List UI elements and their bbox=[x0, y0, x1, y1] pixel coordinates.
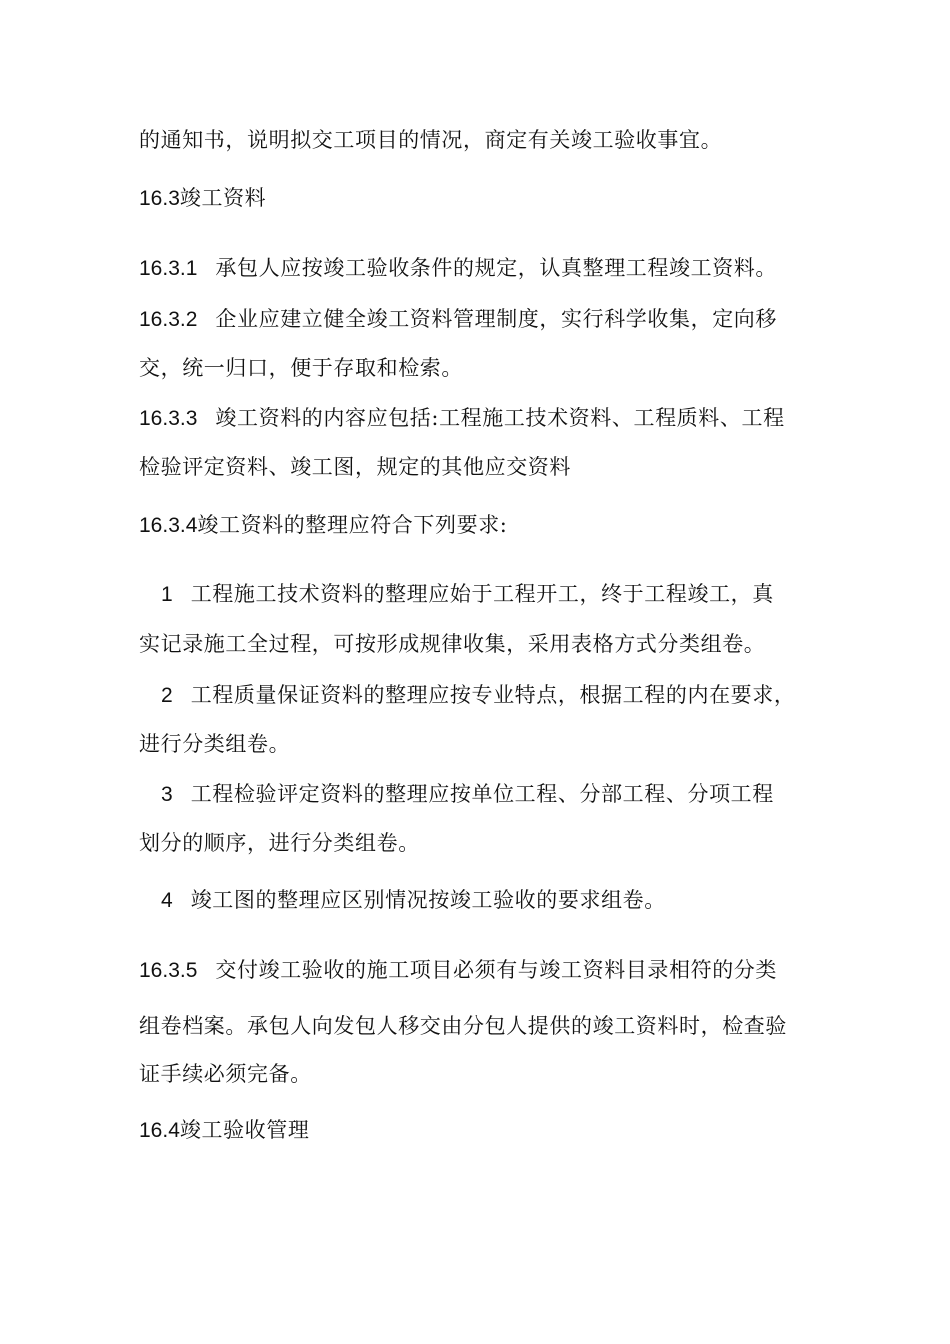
list-item-text: 工程质量保证资料的整理应按专业特点，根据工程的内在要求， bbox=[190, 683, 796, 707]
list-item-1-continued bbox=[139, 630, 765, 658]
clause-number: 16.3.3 bbox=[139, 407, 198, 430]
clause-number: 16.3.1 bbox=[139, 257, 198, 280]
clause-number: 16.3.5 bbox=[139, 959, 198, 982]
clause-number: 16.3.2 bbox=[139, 308, 198, 331]
clause-text: 承包人应按竣工验收条件的规定，认真整理工程竣工资料。 bbox=[215, 256, 777, 280]
clause-text: 证手续必须完备。 bbox=[139, 1062, 312, 1086]
clause-text: 组卷档案。承包人向发包人移交由分包人提供的竣工资料时，检查验 bbox=[139, 1014, 787, 1038]
list-item-2 bbox=[139, 681, 796, 710]
section-heading-16-4 bbox=[139, 1116, 309, 1145]
clause-16-3-4 bbox=[139, 511, 507, 540]
section-title: 竣工资料 bbox=[179, 186, 267, 210]
list-item-number: 4 bbox=[161, 889, 173, 912]
list-item-number: 1 bbox=[161, 583, 173, 606]
section-number: 16.4 bbox=[139, 1119, 180, 1142]
clause-16-3-5-continued-2 bbox=[139, 1060, 312, 1088]
list-item-4 bbox=[139, 886, 666, 915]
list-item-1 bbox=[139, 580, 774, 609]
list-item-number: 3 bbox=[161, 783, 173, 806]
list-item-3 bbox=[139, 780, 774, 809]
list-item-3-continued bbox=[139, 829, 420, 857]
list-item-text: 划分的顺序，进行分类组卷。 bbox=[139, 831, 420, 855]
clause-16-3-2 bbox=[139, 305, 777, 334]
list-item-2-continued bbox=[139, 730, 290, 758]
clause-16-3-5 bbox=[139, 956, 777, 985]
list-item-text: 竣工图的整理应区别情况按竣工验收的要求组卷。 bbox=[190, 888, 666, 912]
clause-text: 竣工资料的内容应包括:工程施工技术资料、工程质料、工程 bbox=[215, 406, 785, 430]
section-number: 16.3 bbox=[139, 187, 180, 210]
section-title: 竣工验收管理 bbox=[179, 1118, 310, 1142]
clause-text: 交付竣工验收的施工项目必须有与竣工资料目录相符的分类 bbox=[215, 958, 777, 982]
list-item-number: 2 bbox=[161, 684, 173, 707]
clause-16-3-3 bbox=[139, 404, 785, 433]
clause-16-3-5-continued-1 bbox=[139, 1012, 787, 1040]
list-item-text: 工程施工技术资料的整理应始于工程开工，终于工程竣工，真 bbox=[190, 582, 774, 606]
clause-text: 竣工资料的整理应符合下列要求: bbox=[197, 513, 508, 537]
list-item-text: 实记录施工全过程，可按形成规律收集，采用表格方式分类组卷。 bbox=[139, 632, 766, 656]
clause-16-3-3-continued bbox=[139, 453, 571, 481]
clause-16-3-2-continued bbox=[139, 354, 463, 382]
clause-text: 检验评定资料、竣工图，规定的其他应交资料 bbox=[139, 455, 571, 479]
paragraph-text: 的通知书，说明拟交工项目的情况，商定有关竣工验收事宜。 bbox=[139, 128, 723, 152]
clause-number: 16.3.4 bbox=[139, 514, 198, 537]
clause-text: 企业应建立健全竣工资料管理制度，实行科学收集，定向移 bbox=[215, 307, 777, 331]
list-item-text: 进行分类组卷。 bbox=[139, 732, 291, 756]
clause-16-3-1 bbox=[139, 254, 777, 283]
clause-text: 交，统一归口，便于存取和检索。 bbox=[139, 356, 463, 380]
paragraph-continuation bbox=[139, 126, 722, 154]
list-item-text: 工程检验评定资料的整理应按单位工程、分部工程、分项工程 bbox=[190, 782, 774, 806]
section-heading-16-3 bbox=[139, 184, 266, 213]
